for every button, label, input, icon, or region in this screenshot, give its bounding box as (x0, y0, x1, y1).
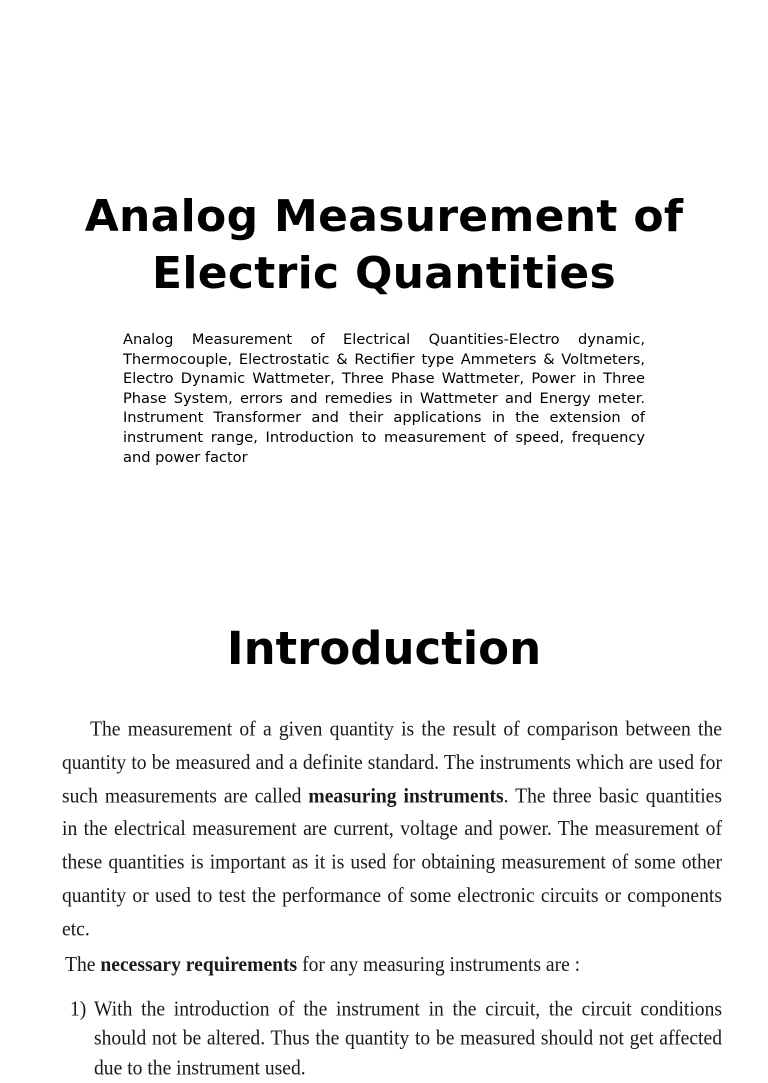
document-title (30, 188, 738, 302)
intro-paragraph (62, 714, 722, 947)
title-line-2: Electric Quantities (152, 248, 616, 299)
requirements-intro (65, 949, 722, 981)
measuring-instruments-term: measuring instruments (308, 784, 504, 808)
title-line-1: Analog Measurement of (84, 191, 684, 242)
intro-text-start: The measurement of a given quantity is the result of comparison between the quantity to be measured and a definite standard. The instruments which are used for such measurements are called (62, 718, 722, 808)
scanned-text-excerpt (62, 714, 722, 1083)
list-item (70, 994, 722, 1083)
intro-text-end: . The three basic quantities in the electrical measurement are current, voltage and power. The measurement of these quantities is important as it is used for obtaining measurement of some other quantity or used to test the performance of some electronic circuits or components etc. (62, 784, 722, 941)
list-item-text: With the introduction of the instrument in the circuit, the circuit conditions should not be altered. Thus the quantity to be measured should not get affected due to the instrument used. (94, 997, 722, 1080)
syllabus-paragraph: Analog Measurement of Electrical Quantities-Electro dynamic, Thermocouple, Electrostatic & Rectifier type Ammeters & Voltmeters, Electro Dynamic Wattmeter, Three Phase Wattmeter, Power in Three Phase System, errors and remedies in Wattmeter and Energy meter. Instrument Transformer and their applications in the extension of instrument range, Introduction to measurement of speed, frequency and power factor (123, 331, 645, 466)
requirements-text-start: The (65, 953, 101, 976)
necessary-requirements-term: necessary requirements (100, 953, 298, 976)
section-heading: Introduction (226, 622, 542, 675)
requirements-text-end: for any measuring instruments are : (297, 953, 581, 976)
list-item-number: 1) (70, 997, 87, 1021)
